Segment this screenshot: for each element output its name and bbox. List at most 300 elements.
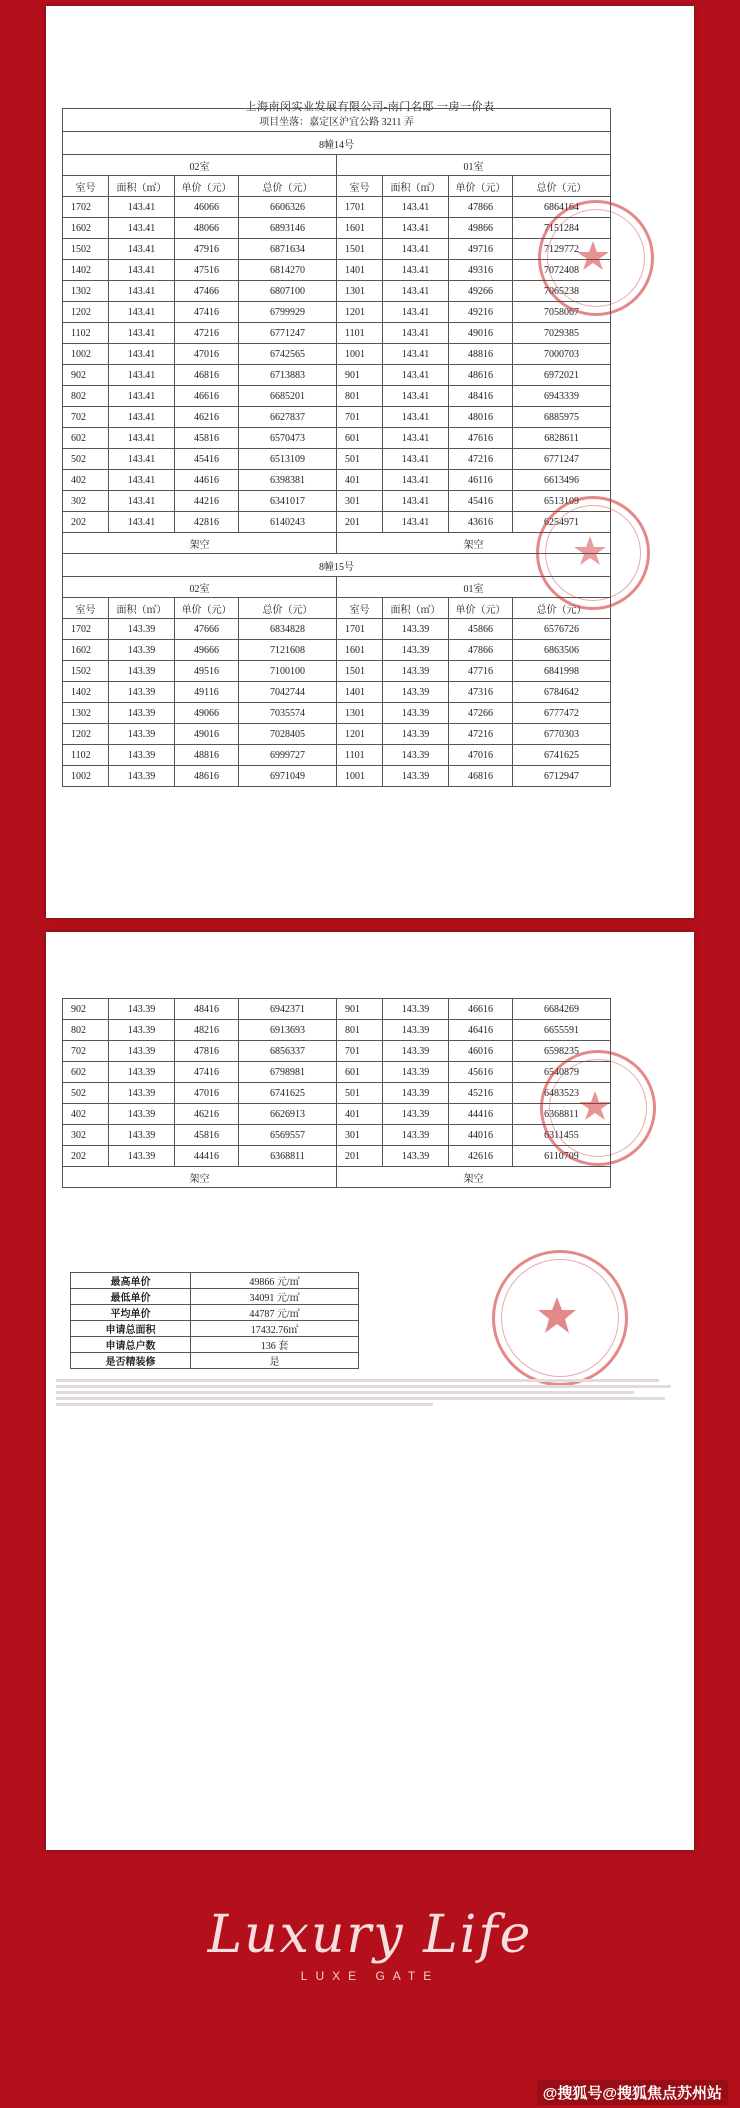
table-cell: 6627837 xyxy=(239,407,337,428)
table-cell: 47216 xyxy=(449,449,513,470)
column-header: 室号 xyxy=(63,598,109,619)
table-cell: 1002 xyxy=(63,344,109,365)
table-cell: 143.39 xyxy=(109,640,175,661)
table-cell: 602 xyxy=(63,1062,109,1083)
table-cell: 6863506 xyxy=(513,640,611,661)
table-cell: 47316 xyxy=(449,682,513,703)
table-cell: 143.41 xyxy=(383,470,449,491)
official-seal-icon xyxy=(538,200,654,316)
table-cell: 143.41 xyxy=(383,260,449,281)
summary-label: 是否精装修 xyxy=(71,1353,191,1369)
building-header-row xyxy=(63,132,611,155)
table-cell: 1701 xyxy=(337,197,383,218)
table-cell: 201 xyxy=(337,1146,383,1167)
table-cell: 47716 xyxy=(449,661,513,682)
table-cell: 143.39 xyxy=(109,682,175,703)
table-cell: 7121608 xyxy=(239,640,337,661)
summary-row xyxy=(71,1321,359,1337)
column-header: 总价（元） xyxy=(513,176,611,197)
table-cell: 902 xyxy=(63,999,109,1020)
table-cell: 44416 xyxy=(175,1146,239,1167)
table-cell: 6942371 xyxy=(239,999,337,1020)
table-cell: 801 xyxy=(337,1020,383,1041)
table-cell: 1002 xyxy=(63,766,109,787)
table-row xyxy=(63,239,611,260)
official-seal-icon xyxy=(536,496,650,610)
project-row xyxy=(63,109,611,132)
table-cell: 143.39 xyxy=(109,1020,175,1041)
table-cell: 143.41 xyxy=(383,512,449,533)
table-cell: 6626913 xyxy=(239,1104,337,1125)
table-cell: 143.39 xyxy=(383,703,449,724)
table-row xyxy=(63,640,611,661)
table-cell: 6140243 xyxy=(239,512,337,533)
table-cell: 47216 xyxy=(175,323,239,344)
table-cell: 6685201 xyxy=(239,386,337,407)
table-cell: 7065238 xyxy=(513,281,611,302)
table-cell: 7058067 xyxy=(513,302,611,323)
table-row xyxy=(63,1125,611,1146)
table-cell: 143.39 xyxy=(109,619,175,640)
table-cell: 402 xyxy=(63,1104,109,1125)
table-cell: 143.41 xyxy=(383,449,449,470)
table-cell: 48616 xyxy=(175,766,239,787)
table-cell: 143.41 xyxy=(383,281,449,302)
table-cell: 302 xyxy=(63,1125,109,1146)
table-cell: 7151284 xyxy=(513,218,611,239)
table-row xyxy=(63,449,611,470)
summary-value: 是 xyxy=(191,1353,359,1369)
table-cell: 301 xyxy=(337,1125,383,1146)
table-cell: 6741625 xyxy=(513,745,611,766)
unit-label: 01室 xyxy=(337,577,611,598)
building-header-row xyxy=(63,554,611,577)
table-cell: 143.39 xyxy=(383,766,449,787)
column-header: 单价（元） xyxy=(175,598,239,619)
table-cell: 143.41 xyxy=(109,281,175,302)
table-cell: 48616 xyxy=(449,365,513,386)
table-row xyxy=(63,1041,611,1062)
table-cell: 402 xyxy=(63,470,109,491)
table-cell: 49516 xyxy=(175,661,239,682)
table-cell: 6798981 xyxy=(239,1062,337,1083)
table-row xyxy=(63,724,611,745)
table-cell: 1201 xyxy=(337,302,383,323)
summary-row xyxy=(71,1305,359,1321)
table-cell: 143.39 xyxy=(383,1125,449,1146)
table-row xyxy=(63,386,611,407)
table-cell: 45866 xyxy=(449,619,513,640)
table-cell: 44216 xyxy=(175,491,239,512)
brand-subtitle: LUXE GATE xyxy=(300,1969,440,1983)
table-cell: 143.39 xyxy=(109,1146,175,1167)
table-cell: 143.41 xyxy=(383,197,449,218)
table-cell: 49016 xyxy=(449,323,513,344)
table-row xyxy=(63,766,611,787)
table-cell: 701 xyxy=(337,1041,383,1062)
summary-value: 34091 元/㎡ xyxy=(191,1289,359,1305)
table-cell: 1601 xyxy=(337,640,383,661)
table-row xyxy=(63,470,611,491)
table-cell: 48016 xyxy=(449,407,513,428)
table-cell: 1501 xyxy=(337,239,383,260)
table-cell: 1601 xyxy=(337,218,383,239)
table-cell: 143.41 xyxy=(109,449,175,470)
table-cell: 1102 xyxy=(63,323,109,344)
table-cell: 49716 xyxy=(449,239,513,260)
table-cell: 143.41 xyxy=(383,239,449,260)
table-cell: 47416 xyxy=(175,302,239,323)
table-cell: 1401 xyxy=(337,682,383,703)
table-cell: 48216 xyxy=(175,1020,239,1041)
table-cell: 143.39 xyxy=(109,1041,175,1062)
empty-floor-row xyxy=(63,533,611,554)
table-cell: 143.39 xyxy=(383,724,449,745)
table-cell: 47916 xyxy=(175,239,239,260)
summary-value: 49866 元/㎡ xyxy=(191,1273,359,1289)
official-seal-icon xyxy=(492,1250,628,1386)
table-cell: 1302 xyxy=(63,703,109,724)
table-cell: 49216 xyxy=(449,302,513,323)
column-header: 总价（元） xyxy=(513,598,611,619)
table-cell: 6807100 xyxy=(239,281,337,302)
table-cell: 6110709 xyxy=(513,1146,611,1167)
table-cell: 1201 xyxy=(337,724,383,745)
table-cell: 143.41 xyxy=(383,218,449,239)
table-cell: 143.41 xyxy=(109,302,175,323)
table-cell: 6885975 xyxy=(513,407,611,428)
table-cell: 6777472 xyxy=(513,703,611,724)
table-row xyxy=(63,491,611,512)
table-cell: 143.39 xyxy=(383,999,449,1020)
table-cell: 6398381 xyxy=(239,470,337,491)
column-header: 单价（元） xyxy=(449,598,513,619)
table-cell: 49866 xyxy=(449,218,513,239)
table-cell: 46616 xyxy=(175,386,239,407)
table-cell: 143.39 xyxy=(383,661,449,682)
table-cell: 143.41 xyxy=(109,386,175,407)
unit-header-row xyxy=(63,155,611,176)
table-cell: 202 xyxy=(63,1146,109,1167)
column-header: 面积（㎡） xyxy=(383,598,449,619)
table-cell: 702 xyxy=(63,407,109,428)
table-cell: 6871634 xyxy=(239,239,337,260)
table-cell: 46616 xyxy=(449,999,513,1020)
table-cell: 143.41 xyxy=(109,260,175,281)
table-cell: 301 xyxy=(337,491,383,512)
table-cell: 6368811 xyxy=(239,1146,337,1167)
table-row xyxy=(63,619,611,640)
table-cell: 401 xyxy=(337,470,383,491)
table-cell: 6311455 xyxy=(513,1125,611,1146)
table-cell: 6943339 xyxy=(513,386,611,407)
table-cell: 6513109 xyxy=(513,491,611,512)
table-cell: 1701 xyxy=(337,619,383,640)
table-cell: 1202 xyxy=(63,302,109,323)
official-seal-icon xyxy=(540,1050,656,1166)
table-cell: 143.39 xyxy=(383,1020,449,1041)
table-cell: 1102 xyxy=(63,745,109,766)
table-cell: 143.39 xyxy=(109,1062,175,1083)
table-cell: 902 xyxy=(63,365,109,386)
table-cell: 143.39 xyxy=(383,1083,449,1104)
table-cell: 6770303 xyxy=(513,724,611,745)
table-cell: 1101 xyxy=(337,745,383,766)
table-cell: 1001 xyxy=(337,344,383,365)
table-cell: 47516 xyxy=(175,260,239,281)
table-cell: 7028405 xyxy=(239,724,337,745)
table-cell: 1501 xyxy=(337,661,383,682)
table-cell: 143.41 xyxy=(109,512,175,533)
table-cell: 1001 xyxy=(337,766,383,787)
table-cell: 49116 xyxy=(175,682,239,703)
table-cell: 6864164 xyxy=(513,197,611,218)
table-cell: 6483523 xyxy=(513,1083,611,1104)
table-cell: 7072408 xyxy=(513,260,611,281)
table-cell: 48416 xyxy=(449,386,513,407)
table-row xyxy=(63,682,611,703)
price-table-page-2 xyxy=(62,998,611,1188)
table-cell: 6684269 xyxy=(513,999,611,1020)
column-header: 室号 xyxy=(337,176,383,197)
table-cell: 7129772 xyxy=(513,239,611,260)
table-cell: 1302 xyxy=(63,281,109,302)
table-cell: 46066 xyxy=(175,197,239,218)
table-cell: 47016 xyxy=(175,344,239,365)
table-cell: 143.39 xyxy=(109,703,175,724)
table-cell: 1401 xyxy=(337,260,383,281)
summary-label: 最高单价 xyxy=(71,1273,191,1289)
table-row xyxy=(63,323,611,344)
table-cell: 45816 xyxy=(175,428,239,449)
table-cell: 1402 xyxy=(63,260,109,281)
table-cell: 6972021 xyxy=(513,365,611,386)
table-cell: 47416 xyxy=(175,1062,239,1083)
table-cell: 143.41 xyxy=(109,218,175,239)
table-cell: 143.41 xyxy=(383,344,449,365)
table-cell: 143.41 xyxy=(109,323,175,344)
fine-print-placeholder xyxy=(56,1376,684,1409)
table-cell: 601 xyxy=(337,428,383,449)
table-cell: 143.39 xyxy=(383,640,449,661)
table-cell: 47016 xyxy=(449,745,513,766)
table-cell: 42616 xyxy=(449,1146,513,1167)
table-cell: 702 xyxy=(63,1041,109,1062)
table-cell: 1301 xyxy=(337,703,383,724)
table-row xyxy=(63,661,611,682)
table-cell: 901 xyxy=(337,999,383,1020)
table-cell: 143.41 xyxy=(383,407,449,428)
table-cell: 46216 xyxy=(175,407,239,428)
table-cell: 6513109 xyxy=(239,449,337,470)
table-cell: 6569557 xyxy=(239,1125,337,1146)
table-cell: 143.41 xyxy=(383,302,449,323)
table-cell: 42816 xyxy=(175,512,239,533)
empty-floor-label: 架空 xyxy=(63,533,337,554)
table-row xyxy=(63,218,611,239)
table-cell: 143.39 xyxy=(109,724,175,745)
table-cell: 47016 xyxy=(175,1083,239,1104)
table-cell: 143.41 xyxy=(383,386,449,407)
table-cell: 1602 xyxy=(63,218,109,239)
table-cell: 46416 xyxy=(449,1020,513,1041)
table-cell: 143.39 xyxy=(383,1146,449,1167)
table-cell: 701 xyxy=(337,407,383,428)
column-header: 总价（元） xyxy=(239,598,337,619)
table-cell: 6254971 xyxy=(513,512,611,533)
table-row xyxy=(63,260,611,281)
table-cell: 6799929 xyxy=(239,302,337,323)
table-cell: 6540879 xyxy=(513,1062,611,1083)
summary-value: 44787 元/㎡ xyxy=(191,1305,359,1321)
table-cell: 501 xyxy=(337,449,383,470)
table-cell: 6971049 xyxy=(239,766,337,787)
table-row xyxy=(63,428,611,449)
table-cell: 143.41 xyxy=(383,428,449,449)
column-header: 单价（元） xyxy=(175,176,239,197)
table-cell: 6713883 xyxy=(239,365,337,386)
table-cell: 44016 xyxy=(449,1125,513,1146)
table-cell: 46816 xyxy=(449,766,513,787)
table-cell: 143.39 xyxy=(109,1104,175,1125)
table-cell: 45416 xyxy=(175,449,239,470)
table-cell: 7042744 xyxy=(239,682,337,703)
table-row xyxy=(63,1146,611,1167)
table-cell: 143.39 xyxy=(383,1104,449,1125)
table-cell: 502 xyxy=(63,1083,109,1104)
table-row xyxy=(63,1062,611,1083)
table-cell: 49066 xyxy=(175,703,239,724)
table-cell: 47466 xyxy=(175,281,239,302)
table-cell: 47816 xyxy=(175,1041,239,1062)
table-cell: 143.39 xyxy=(383,1041,449,1062)
project-location: 项目坐落：嘉定区沪宜公路 3211 弄 xyxy=(63,109,611,132)
table-cell: 143.41 xyxy=(109,344,175,365)
summary-label: 平均单价 xyxy=(71,1305,191,1321)
table-cell: 48416 xyxy=(175,999,239,1020)
empty-floor-row xyxy=(63,1167,611,1188)
table-row xyxy=(63,197,611,218)
table-cell: 143.39 xyxy=(383,682,449,703)
table-cell: 143.41 xyxy=(383,365,449,386)
unit-label: 02室 xyxy=(63,155,337,176)
table-cell: 46116 xyxy=(449,470,513,491)
table-cell: 48066 xyxy=(175,218,239,239)
summary-label: 申请总面积 xyxy=(71,1321,191,1337)
table-cell: 502 xyxy=(63,449,109,470)
table-cell: 143.39 xyxy=(109,1125,175,1146)
table-cell: 143.39 xyxy=(383,619,449,640)
table-cell: 143.39 xyxy=(109,1083,175,1104)
table-cell: 1502 xyxy=(63,239,109,260)
table-cell: 143.41 xyxy=(109,428,175,449)
table-cell: 6341017 xyxy=(239,491,337,512)
summary-table xyxy=(70,1272,359,1369)
table-cell: 143.41 xyxy=(109,407,175,428)
table-cell: 7029385 xyxy=(513,323,611,344)
table-row xyxy=(63,999,611,1020)
table-cell: 6856337 xyxy=(239,1041,337,1062)
table-cell: 143.39 xyxy=(383,1062,449,1083)
table-cell: 47866 xyxy=(449,197,513,218)
summary-row xyxy=(71,1289,359,1305)
table-cell: 47666 xyxy=(175,619,239,640)
table-row xyxy=(63,512,611,533)
table-cell: 49266 xyxy=(449,281,513,302)
table-cell: 6576726 xyxy=(513,619,611,640)
document-title: 上海南闵实业发展有限公司-南门名邸 一房一价表 xyxy=(245,101,495,113)
table-cell: 1602 xyxy=(63,640,109,661)
table-cell: 47216 xyxy=(449,724,513,745)
table-cell: 302 xyxy=(63,491,109,512)
table-cell: 6368811 xyxy=(513,1104,611,1125)
source-watermark: @搜狐号@搜狐焦点苏州站 xyxy=(537,2080,728,2105)
table-cell: 802 xyxy=(63,1020,109,1041)
table-cell: 6893146 xyxy=(239,218,337,239)
column-header-row xyxy=(63,598,611,619)
column-header: 室号 xyxy=(63,176,109,197)
table-row xyxy=(63,302,611,323)
unit-label: 02室 xyxy=(63,577,337,598)
table-cell: 45616 xyxy=(449,1062,513,1083)
table-cell: 48816 xyxy=(175,745,239,766)
table-cell: 601 xyxy=(337,1062,383,1083)
table-cell: 7000703 xyxy=(513,344,611,365)
table-cell: 401 xyxy=(337,1104,383,1125)
column-header: 面积（㎡） xyxy=(109,176,175,197)
table-row xyxy=(63,1104,611,1125)
table-cell: 6784642 xyxy=(513,682,611,703)
table-cell: 802 xyxy=(63,386,109,407)
table-cell: 143.41 xyxy=(109,197,175,218)
table-cell: 143.39 xyxy=(109,999,175,1020)
table-row xyxy=(63,745,611,766)
table-cell: 501 xyxy=(337,1083,383,1104)
table-cell: 143.39 xyxy=(109,745,175,766)
table-cell: 44416 xyxy=(449,1104,513,1125)
table-cell: 47266 xyxy=(449,703,513,724)
table-cell: 49016 xyxy=(175,724,239,745)
column-header: 总价（元） xyxy=(239,176,337,197)
table-row xyxy=(63,344,611,365)
table-cell: 143.41 xyxy=(383,491,449,512)
table-cell: 1402 xyxy=(63,682,109,703)
table-cell: 6771247 xyxy=(513,449,611,470)
table-cell: 45216 xyxy=(449,1083,513,1104)
table-cell: 6771247 xyxy=(239,323,337,344)
column-header: 面积（㎡） xyxy=(383,176,449,197)
table-cell: 143.41 xyxy=(109,470,175,491)
table-cell: 7100100 xyxy=(239,661,337,682)
summary-value: 136 套 xyxy=(191,1337,359,1353)
table-cell: 201 xyxy=(337,512,383,533)
table-cell: 45816 xyxy=(175,1125,239,1146)
table-row xyxy=(63,703,611,724)
column-header-row xyxy=(63,176,611,197)
column-header: 单价（元） xyxy=(449,176,513,197)
building-name: 8幢14号 xyxy=(63,132,611,155)
table-cell: 46816 xyxy=(175,365,239,386)
table-row xyxy=(63,1020,611,1041)
unit-header-row xyxy=(63,577,611,598)
table-cell: 1702 xyxy=(63,619,109,640)
table-cell: 1502 xyxy=(63,661,109,682)
table-row xyxy=(63,365,611,386)
table-cell: 6742565 xyxy=(239,344,337,365)
table-cell: 143.39 xyxy=(383,745,449,766)
table-cell: 47866 xyxy=(449,640,513,661)
table-cell: 45416 xyxy=(449,491,513,512)
